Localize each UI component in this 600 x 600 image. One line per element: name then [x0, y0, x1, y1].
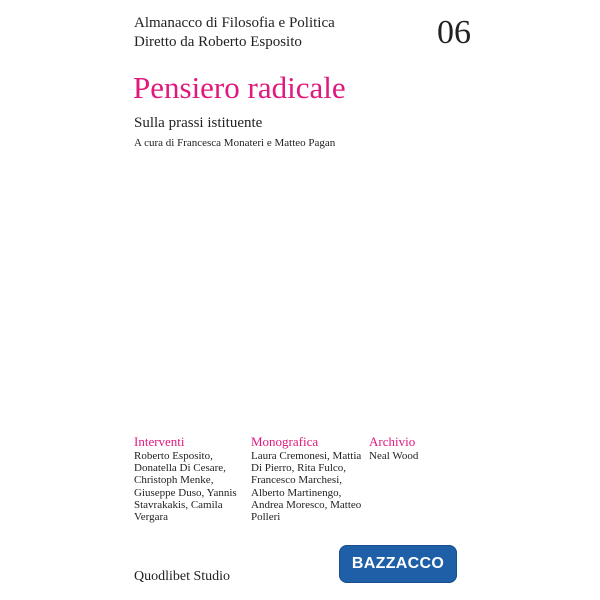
series-director: Diretto da Roberto Esposito — [134, 34, 302, 50]
book-subtitle: Sulla prassi istituente — [134, 115, 263, 131]
bookstore-badge: BAZZACCO — [339, 545, 457, 583]
issue-number: 06 — [437, 14, 471, 51]
section-heading: Interventi — [134, 434, 185, 449]
editors-credit: A cura di Francesca Monateri e Matteo Pagan — [134, 137, 336, 149]
book-title: Pensiero radicale — [133, 70, 346, 105]
section-archivio — [369, 434, 439, 462]
section-authors: Laura Cremonesi, Mattia Di Pierro, Rita Fulco, Francesco Marchesi, Alberto Martinengo, Andrea Moresco, Matteo Polleri — [251, 450, 362, 524]
section-heading: Monografica — [251, 434, 319, 449]
publisher-name: Quodlibet Studio — [134, 569, 231, 584]
section-heading: Archivio — [369, 434, 416, 449]
section-interventi — [134, 434, 246, 523]
series-header — [134, 14, 335, 52]
series-name: Almanacco di Filosofia e Politica — [134, 15, 335, 31]
section-authors: Roberto Esposito, Donatella Di Cesare, Christoph Menke, Giuseppe Duso, Yannis Stavrakakis, Camila Vergara — [134, 450, 237, 524]
section-authors: Neal Wood — [369, 450, 419, 462]
section-monografica — [251, 434, 363, 523]
